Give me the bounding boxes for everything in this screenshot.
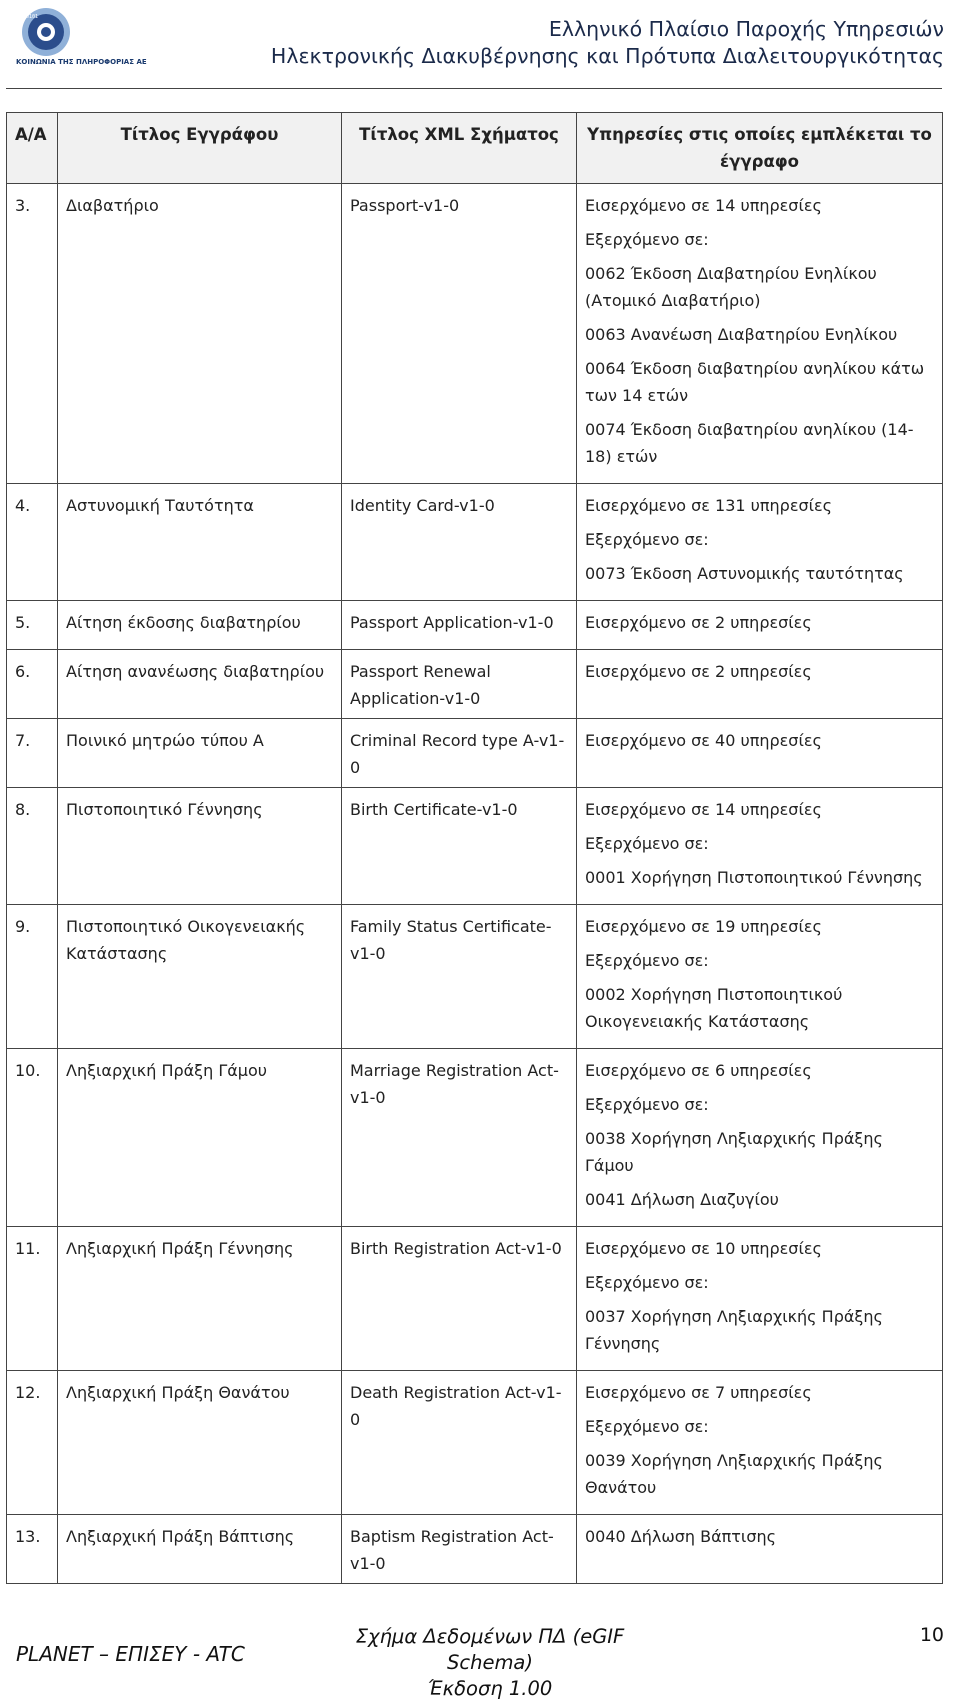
document-title-cell: [58, 650, 342, 719]
document-title-cell: [58, 484, 342, 601]
page-footer: [0, 1612, 960, 1700]
xml-schema-title-cell-text: Death Registration Act-v1-0: [350, 1383, 562, 1429]
table-row: [7, 1049, 943, 1227]
document-title-cell: [58, 1049, 342, 1227]
service-line: 0002 Χορήγηση Πιστοποιητικού Οικογενειακής Κατάστασης: [585, 985, 843, 1031]
row-number-cell-text: 6.: [15, 662, 31, 681]
service-line: Εισερχόμενο σε 7 υπηρεσίες: [585, 1383, 812, 1402]
document-header-title: [271, 16, 944, 70]
service-line: 0041 Δήλωση Διαζυγίου: [585, 1190, 779, 1209]
logo-caption: ΚΟΙΝΩΝΙΑ ΤΗΣ ΠΛΗΡΟΦΟΡΙΑΣ ΑΕ: [16, 58, 147, 66]
service-line: Εξερχόμενο σε:: [585, 1095, 709, 1114]
document-title-cell-text: Πιστοποιητικό Οικογενειακής Κατάστασης: [66, 917, 306, 963]
header-cell-services: Υπηρεσίες στις οποίες εμπλέκεται το έγγραφο: [577, 113, 943, 184]
service-line: 0062 Έκδοση Διαβατηρίου Ενηλίκου (Ατομικό Διαβατήριο): [585, 264, 877, 310]
row-number-cell: [7, 650, 58, 719]
service-line: Εισερχόμενο σε 14 υπηρεσίες: [585, 800, 822, 819]
xml-schema-title-cell-text: Baptism Registration Act-v1-0: [350, 1527, 554, 1573]
row-number-cell: [7, 1049, 58, 1227]
document-title-cell-text: Ληξιαρχική Πράξη Γάμου: [66, 1061, 268, 1080]
row-number-cell-text: 9.: [15, 917, 31, 936]
xml-schema-title-cell: [342, 719, 577, 788]
row-number-cell: [7, 1515, 58, 1584]
table-row: [7, 1371, 943, 1515]
document-title-cell-text: Αστυνομική Ταυτότητα: [66, 496, 254, 515]
row-number-cell: [7, 719, 58, 788]
organization-logo: [14, 6, 90, 82]
services-cell: [577, 719, 943, 788]
table-row: [7, 184, 943, 484]
header-title-line-1: Ελληνικό Πλαίσιο Παροχής Υπηρεσιών: [548, 17, 944, 41]
header-title-line-2: Ηλεκτρονικής Διακυβέρνησης και Πρότυπα Διαλειτουργικότητας: [270, 44, 944, 68]
footer-left-text: PLANET – ΕΠΙΣΕΥ - ATC: [16, 1642, 245, 1666]
row-number-cell-text: 12.: [15, 1383, 41, 1402]
table-row: [7, 905, 943, 1049]
xml-schema-title-cell-text: Passport-v1-0: [350, 196, 460, 215]
footer-version: Έκδοση 1.00: [427, 1677, 553, 1700]
services-cell: [577, 184, 943, 484]
document-title-cell-text: Αίτηση έκδοσης διαβατηρίου: [66, 613, 301, 632]
document-title-cell: [58, 719, 342, 788]
service-line: Εισερχόμενο σε 2 υπηρεσίες: [585, 613, 812, 632]
service-line: 0001 Χορήγηση Πιστοποιητικού Γέννησης: [585, 868, 923, 887]
service-line: Εισερχόμενο σε 40 υπηρεσίες: [585, 731, 822, 750]
xml-schema-title-cell: [342, 1049, 577, 1227]
xml-schema-title-cell: [342, 184, 577, 484]
service-line: Εισερχόμενο σε 6 υπηρεσίες: [585, 1061, 812, 1080]
row-number-cell: [7, 601, 58, 650]
header-cell-xml-title: Τίτλος XML Σχήματος: [342, 113, 577, 184]
service-line: Εισερχόμενο σε 10 υπηρεσίες: [585, 1239, 822, 1258]
xml-schema-title-cell-text: Identity Card-v1-0: [350, 496, 495, 515]
xml-schema-title-cell: [342, 1371, 577, 1515]
row-number-cell: [7, 1227, 58, 1371]
service-line: 0039 Χορήγηση Ληξιαρχικής Πράξης Θανάτου: [585, 1451, 883, 1497]
xml-schema-title-cell: [342, 1227, 577, 1371]
service-line: 0064 Έκδοση διαβατηρίου ανηλίκου κάτω των 14 ετών: [585, 359, 925, 405]
xml-schema-title-cell-text: Family Status Certificate-v1-0: [350, 917, 552, 963]
row-number-cell-text: 5.: [15, 613, 31, 632]
service-line: Εισερχόμενο σε 14 υπηρεσίες: [585, 196, 822, 215]
row-number-cell: [7, 788, 58, 905]
document-title-cell: [58, 905, 342, 1049]
row-number-cell-text: 8.: [15, 800, 31, 819]
xml-schema-title-cell-text: Passport Application-v1-0: [350, 613, 554, 632]
xml-schema-title-cell-text: Birth Certificate-v1-0: [350, 800, 518, 819]
services-cell: [577, 484, 943, 601]
document-title-cell: [58, 1515, 342, 1584]
service-line: Εξερχόμενο σε:: [585, 530, 709, 549]
service-line: Εξερχόμενο σε:: [585, 1417, 709, 1436]
document-title-cell-text: Ληξιαρχική Πράξη Θανάτου: [66, 1383, 290, 1402]
xml-schema-title-cell-text: Passport Renewal Application-v1-0: [350, 662, 491, 708]
xml-schema-title-cell-text: Criminal Record type A-v1-0: [350, 731, 565, 777]
services-cell: [577, 1515, 943, 1584]
xml-schema-title-cell-text: Marriage Registration Act-v1-0: [350, 1061, 559, 1107]
row-number-cell: [7, 1371, 58, 1515]
table-row: [7, 788, 943, 905]
table-row: [7, 601, 943, 650]
table-row: [7, 1515, 943, 1584]
header-cell-aa: Α/Α: [7, 113, 58, 184]
service-line: 0038 Χορήγηση Ληξιαρχικής Πράξης Γάμου: [585, 1129, 883, 1175]
table-row: [7, 650, 943, 719]
services-cell: [577, 788, 943, 905]
xml-schema-title-cell: [342, 484, 577, 601]
row-number-cell-text: 3.: [15, 196, 31, 215]
row-number-cell-text: 11.: [15, 1239, 41, 1258]
xml-schema-title-cell-text: Birth Registration Act-v1-0: [350, 1239, 562, 1258]
service-line: Εξερχόμενο σε:: [585, 951, 709, 970]
page-number: 10: [919, 1624, 944, 1646]
document-title-cell-text: Αίτηση ανανέωσης διαβατηρίου: [66, 662, 325, 681]
documents-table: [6, 112, 943, 1584]
service-line: 0040 Δήλωση Βάπτισης: [585, 1527, 776, 1546]
footer-center-text: [340, 1624, 640, 1702]
service-line: Εισερχόμενο σε 131 υπηρεσίες: [585, 496, 833, 515]
header-cell-document-title: Τίτλος Εγγράφου: [58, 113, 342, 184]
service-line: Εξερχόμενο σε:: [585, 834, 709, 853]
document-title-cell: [58, 601, 342, 650]
row-number-cell: [7, 905, 58, 1049]
row-number-cell-text: 4.: [15, 496, 31, 515]
services-cell: [577, 905, 943, 1049]
document-title-cell-text: Ληξιαρχική Πράξη Βάπτισης: [66, 1527, 295, 1546]
table-header-row: [7, 113, 943, 184]
table-row: [7, 484, 943, 601]
row-number-cell-text: 10.: [15, 1061, 41, 1080]
xml-schema-title-cell: [342, 788, 577, 905]
services-cell: [577, 1227, 943, 1371]
document-title-cell: [58, 788, 342, 905]
document-title-cell: [58, 1371, 342, 1515]
row-number-cell: [7, 184, 58, 484]
service-line: Εισερχόμενο σε 2 υπηρεσίες: [585, 662, 812, 681]
xml-schema-title-cell: [342, 601, 577, 650]
service-line: 0073 Έκδοση Αστυνομικής ταυτότητας: [585, 564, 904, 583]
table-row: [7, 1227, 943, 1371]
svg-text:0101: 0101: [26, 14, 39, 20]
service-line: Εξερχόμενο σε:: [585, 1273, 709, 1292]
xml-schema-title-cell: [342, 1515, 577, 1584]
service-line: Εισερχόμενο σε 19 υπηρεσίες: [585, 917, 822, 936]
table-row: [7, 719, 943, 788]
services-cell: [577, 650, 943, 719]
document-title-cell-text: Ποινικό μητρώο τύπου Α: [66, 731, 264, 750]
header-divider: [6, 88, 942, 89]
footer-schema-title: Σχήμα Δεδομένων ΠΔ (eGIF Schema): [355, 1625, 625, 1674]
xml-schema-title-cell: [342, 905, 577, 1049]
document-title-cell-text: Ληξιαρχική Πράξη Γέννησης: [66, 1239, 294, 1258]
document-title-cell-text: Πιστοποιητικό Γέννησης: [66, 800, 263, 819]
service-line: 0063 Ανανέωση Διαβατηρίου Ενηλίκου: [585, 325, 898, 344]
services-cell: [577, 1371, 943, 1515]
document-title-cell-text: Διαβατήριο: [66, 196, 159, 215]
services-cell: [577, 601, 943, 650]
row-number-cell: [7, 484, 58, 601]
xml-schema-title-cell: [342, 650, 577, 719]
service-line: Εξερχόμενο σε:: [585, 230, 709, 249]
service-line: 0037 Χορήγηση Ληξιαρχικής Πράξης Γέννησης: [585, 1307, 883, 1353]
service-line: 0074 Έκδοση διαβατηρίου ανηλίκου (14-18) ετών: [585, 420, 914, 466]
document-title-cell: [58, 184, 342, 484]
document-title-cell: [58, 1227, 342, 1371]
row-number-cell-text: 7.: [15, 731, 31, 750]
row-number-cell-text: 13.: [15, 1527, 41, 1546]
services-cell: [577, 1049, 943, 1227]
